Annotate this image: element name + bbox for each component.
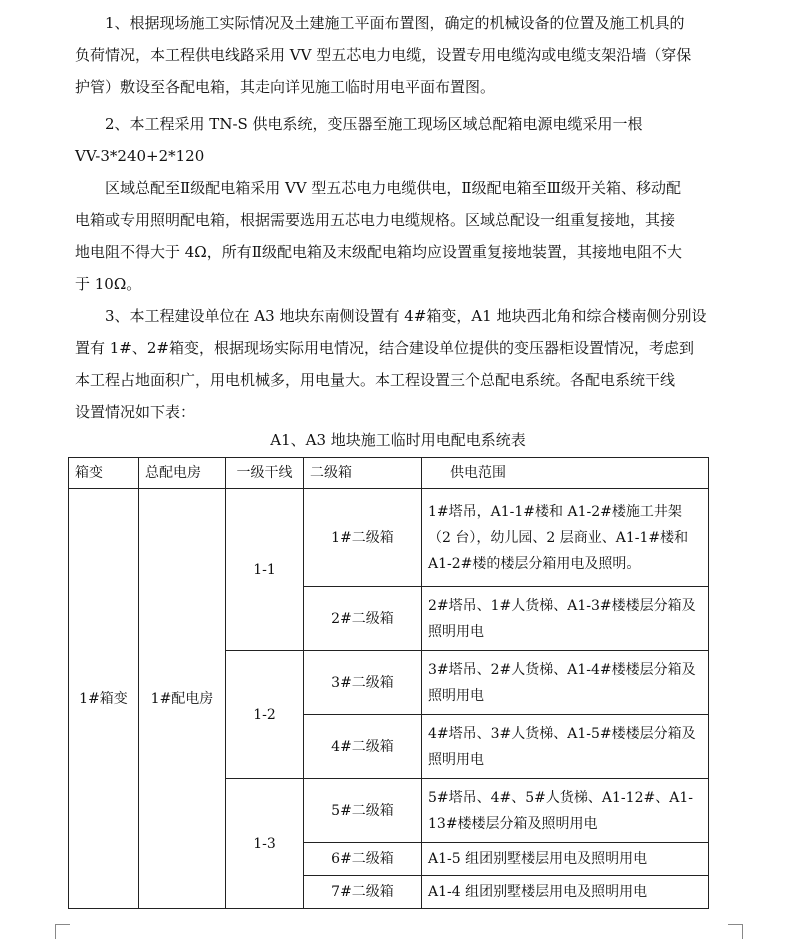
text-line: 电箱或专用照明配电箱，根据需要选用五芯电力电缆规格。区域总配设一组重复接地，其接: [75, 211, 676, 229]
text-line: 3、本工程建设单位在 A3 地块东南侧设置有 4#箱变，A1 地块西北角和综合楼南侧分别设: [75, 307, 707, 325]
supply-scope-cell: 3#塔吊、2#人货梯、A1-4#楼楼层分箱及照明用电: [422, 651, 709, 715]
table-caption: A1、A3 地块施工临时用电配电系统表: [270, 431, 526, 449]
header-cell: 箱变: [69, 458, 139, 489]
secondary-box-cell: 2#二级箱: [304, 587, 422, 651]
supply-scope-cell: A1-5 组团别墅楼层用电及照明用电: [422, 843, 709, 876]
supply-scope-cell: 4#塔吊、3#人货梯、A1-5#楼楼层分箱及照明用电: [422, 715, 709, 779]
paragraph-1: [75, 7, 725, 103]
table-header-row: [69, 458, 709, 489]
distribution-room-cell: 1#配电房: [139, 489, 226, 909]
trunk-cell: 1-3: [226, 779, 304, 909]
text-line: 区域总配至Ⅱ级配电箱采用 VV 型五芯电力电缆供电，Ⅱ级配电箱至Ⅲ级开关箱、移动配: [75, 179, 682, 197]
text-line: 置有 1#、2#箱变，根据现场实际用电情况，结合建设单位提供的变压器柜设置情况，考虑到: [75, 339, 694, 357]
secondary-box-cell: 4#二级箱: [304, 715, 422, 779]
text-line: 1、根据现场施工实际情况及土建施工平面布置图，确定的机械设备的位置及施工机具的: [75, 14, 685, 32]
text-line: 负荷情况，本工程供电线路采用 VV 型五芯电力电缆，设置专用电缆沟或电缆支架沿墙（穿保: [75, 46, 692, 64]
supply-scope-cell: 2#塔吊、1#人货梯、A1-3#楼楼层分箱及照明用电: [422, 587, 709, 651]
secondary-box-cell: 1#二级箱: [304, 489, 422, 587]
secondary-box-cell: 5#二级箱: [304, 779, 422, 843]
page-corner-mark: [728, 924, 743, 939]
text-line: 护管）敷设至各配电箱，其走向详见施工临时用电平面布置图。: [75, 78, 496, 96]
text-line: VV-3*240+2*120: [75, 147, 205, 165]
trunk-cell: 1-2: [226, 651, 304, 779]
distribution-table: [68, 457, 709, 909]
secondary-box-cell: 6#二级箱: [304, 843, 422, 876]
text-line: 2、本工程采用 TN-S 供电系统，变压器至施工现场区域总配箱电源电缆采用一根: [75, 115, 643, 133]
header-cell: 总配电房: [139, 458, 226, 489]
header-cell: 一级干线: [226, 458, 304, 489]
header-cell: 二级箱: [304, 458, 422, 489]
supply-scope-cell: 1#塔吊，A1-1#楼和 A1-2#楼施工井架（2 台），幼儿园、2 层商业、A1-1#楼和 A1-2#楼的楼层分箱用电及照明。: [422, 489, 709, 587]
text-line: 地电阻不得大于 4Ω，所有Ⅱ级配电箱及末级配电箱均应设置重复接地装置，其接地电阻不大: [75, 243, 682, 261]
secondary-box-cell: 3#二级箱: [304, 651, 422, 715]
paragraph-4: [75, 300, 725, 428]
supply-scope-cell: A1-4 组团别墅楼层用电及照明用电: [422, 876, 709, 909]
page-corner-mark: [55, 924, 70, 939]
box-transformer-cell: 1#箱变: [69, 489, 139, 909]
text-line: 于 10Ω。: [75, 275, 142, 293]
trunk-cell: 1-1: [226, 489, 304, 651]
text-line: 设置情况如下表：: [75, 403, 196, 421]
secondary-box-cell: 7#二级箱: [304, 876, 422, 909]
header-cell: 供电范围: [422, 458, 709, 489]
text-line: 本工程占地面积广，用电机械多，用电量大。本工程设置三个总配电系统。各配电系统干线: [75, 371, 676, 389]
table-row: [69, 489, 709, 587]
paragraph-3: [75, 172, 725, 300]
paragraph-2: [75, 108, 725, 172]
supply-scope-cell: 5#塔吊、4#、5#人货梯、A1-12#、A1-13#楼楼层分箱及照明用电: [422, 779, 709, 843]
